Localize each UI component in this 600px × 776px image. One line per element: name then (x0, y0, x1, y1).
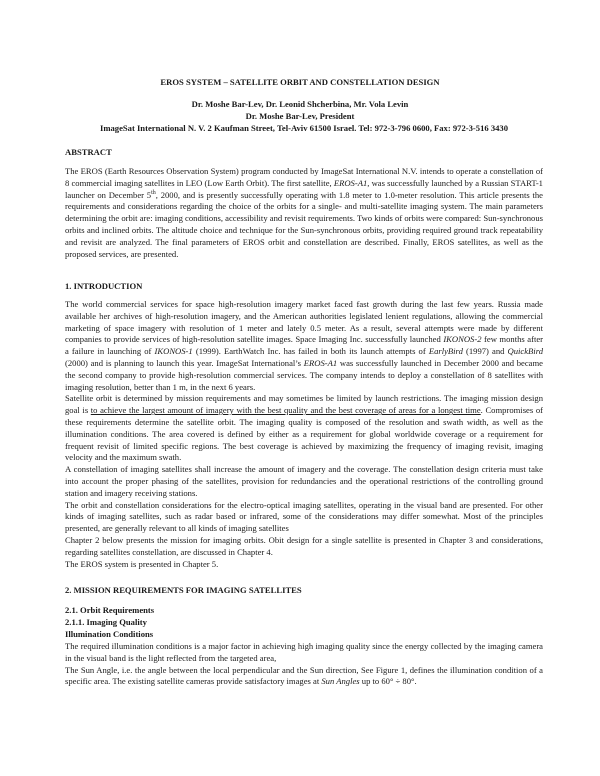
abstract-heading: ABSTRACT (65, 147, 112, 157)
paper-title: EROS SYSTEM – SATELLITE ORBIT AND CONSTELLATION DESIGN (160, 77, 440, 87)
intro-body (65, 299, 543, 570)
author-list: Dr. Moshe Bar-Lev, Dr. Leonid Shcherbina, Mr. Vola Levin (191, 99, 409, 109)
intro-paragraph-5: Chapter 2 below presents the mission for imaging orbits. Obit design for a single satellite is presented in Chapter 3 and considerations, regarding satellites constellation, are discussed in Chapter 4. (65, 534, 543, 557)
illumination-heading: Illumination Conditions (65, 629, 154, 639)
illumination-paragraph-2: The Sun Angle, i.e. the angle between the local perpendicular and the Sun direction, See Figure 1, defines the illumination condition of a specific area. The existing satellite cameras provide satisfactory images at Sun Angles up to 60° ÷ 80°. (65, 664, 543, 687)
intro-heading: 1. INTRODUCTION (65, 281, 143, 291)
intro-paragraph-6: The EROS system is presented in Chapter 5. (65, 558, 219, 569)
abstract-text: The EROS (Earth Resources Observation System) program conducted by ImageSat International N.V. intends to operate a constellation of 8 commercial imaging satellites in LEO (Low Earth Orbit). The first satellite, EROS-A1, was successfully launched by a Russian START-1 launcher on December 5th, 2000, and is presently successfully operating with 1.8 meter to 1.0-meter resolution. This article presents the requirements and considerations regarding the choice of the orbits for a single- and multi-satellite imaging system. The main parameters determining the orbit are: imaging conditions, accessibility and revisit requirements. Two kinds of orbits were compared: Sun-synchronous orbits and inclined orbits. The altitude choice and technique for the Sun-synchronous orbits, providing required ground track repeatability and revisit are analyzed. The final parameters of EROS orbit and constellation are described. Finally, EROS satellites, as well as the proposed services, are presented. (65, 166, 543, 259)
intro-paragraph-2: Satellite orbit is determined by mission requirements and may sometimes be limited by launch restrictions. The imaging mission design goal is to achieve the largest amount of imagery with the best quality and the best coverage of areas for a longest time. Compromises of these requirements determine the satellite orbit. The imaging quality is composed of the resolution and swath width, as well as the illumination conditions. The area covered is defined by either as a requirement for global worldwide coverage or a requirement for frequent revisit of limited specific regions. The best coverage is achieved by maximizing the frequency of imaging revisit, imaging velocity and the maximum swath. (65, 393, 543, 463)
section2-body (65, 641, 543, 688)
intro-paragraph-1: The world commercial services for space high-resolution imagery market faced fast growth during the last few years. Russia made available her archives of high-resolution imagery, and the American authorities legislated lenient regulations, allowing the commercial marketing of space imagery with resolution of 1 meter and lately 0.5 meter. As a result, several attempts were made by different companies to provide services of high-resolution satellite images. Space Imaging Inc. successfully launched IKONOS-2 few months after a failure in launching of IKONOS-1 (1999). EarthWatch Inc. has failed in both its launch attempts of EarlyBird (1997) and QuickBird (2000) and is planning to launch this year. ImageSat International’s EROS-A1 was successfully launched in December 2000 and became the second company to provide high-resolution commercial services. The company intends to deploy a constellation of 8 satellites with imaging resolution, better than 1 m, in the next 6 years. (65, 299, 544, 392)
illumination-paragraph-1: The required illumination conditions is a major factor in achieving high imaging quality since the energy collected by the imaging camera in the visual band is the light reflected from the targeted area, (65, 641, 543, 663)
section2-1-heading: 2.1. Orbit Requirements (65, 605, 155, 615)
section2-heading: 2. MISSION REQUIREMENTS FOR IMAGING SATELLITES (65, 585, 302, 595)
intro-paragraph-4: The orbit and constellation considerations for the electro-optical imaging satellites, operating in the visual band are presented. For other kinds of imaging satellites, such as radar based or infrared, some of the considerations may differ somewhat. Most of the principles presented, are generally relevant to all kinds of imaging satellites (65, 499, 543, 534)
president-line: Dr. Moshe Bar-Lev, President (245, 111, 355, 121)
intro-paragraph-3: A constellation of imaging satellites shall increase the amount of imagery and the coverage. The constellation design criteria must take into account the proper phasing of the satellites, provision for redundancies and the operational restrictions of the controlling ground station and imagery receiving stations. (65, 464, 543, 498)
section2-1-1-heading: 2.1.1. Imaging Quality (65, 617, 147, 627)
affiliation: ImageSat International N. V. 2 Kaufman Street, Tel-Aviv 61500 Israel. Tel: 972-3-796 0600, Fax: 972-3-516 3430 (99, 123, 509, 133)
